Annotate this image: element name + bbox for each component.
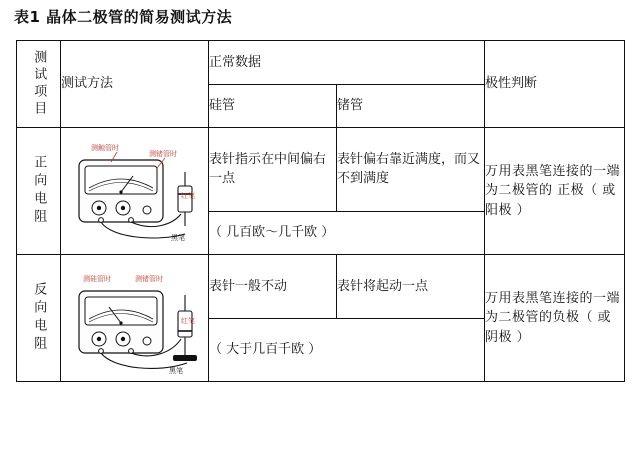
multimeter-diagram-reverse	[61, 255, 208, 381]
cell-forward-germanium: 表针偏右靠近满度，而又不到满度	[337, 128, 485, 212]
label-red-lead: 红笔	[181, 317, 195, 325]
multimeter-svg	[61, 255, 209, 381]
header-polarity: 极性判断	[485, 41, 625, 128]
header-germanium: 锗管	[337, 84, 485, 128]
label-red-lead: 红笔	[181, 192, 195, 200]
table-row	[17, 255, 625, 319]
label-black-lead: 黑笔	[171, 234, 185, 242]
label-probe-black: 测触管时	[91, 144, 119, 152]
cell-forward-silicon: 表针指示在中间偏右一点	[209, 128, 337, 212]
label-probe-black: 测硅管时	[83, 275, 111, 283]
diode-test-table	[16, 40, 625, 382]
cell-reverse-polarity: 万用表黑笔连接的一端为二极管的负极（ 或阴极 ）	[485, 255, 625, 382]
table-header-row	[17, 41, 625, 85]
table-row	[17, 128, 625, 212]
table-caption: 表1 晶体二极管的简易测试方法	[14, 8, 233, 26]
header-silicon: 硅管	[209, 84, 337, 128]
diagram-forward-cell	[61, 128, 209, 255]
cell-reverse-note: （ 大于几百千欧 ）	[209, 318, 485, 382]
cell-reverse-germanium: 表针将起动一点	[337, 255, 485, 319]
multimeter-svg	[61, 128, 209, 254]
label-probe-red: 测锗管时	[135, 275, 163, 283]
header-method: 测试方法	[61, 41, 209, 128]
diagram-reverse-cell	[61, 255, 209, 382]
row-item-reverse: 反向电阻	[17, 255, 61, 382]
label-probe-red: 测锗管时	[149, 150, 177, 158]
multimeter-diagram-forward	[61, 128, 208, 254]
cell-forward-note: （ 几百欧～几千欧 ）	[209, 211, 485, 254]
row-item-forward: 正向电阻	[17, 128, 61, 255]
label-black-lead: 黑笔	[169, 367, 183, 375]
header-normal-data: 正常数据	[209, 41, 485, 85]
cell-forward-polarity: 万用表黑笔连接的一端为二极管的 正极（ 或阳极 ）	[485, 128, 625, 255]
cell-reverse-silicon: 表针一般不动	[209, 255, 337, 319]
header-item: 测试项目	[17, 41, 61, 128]
